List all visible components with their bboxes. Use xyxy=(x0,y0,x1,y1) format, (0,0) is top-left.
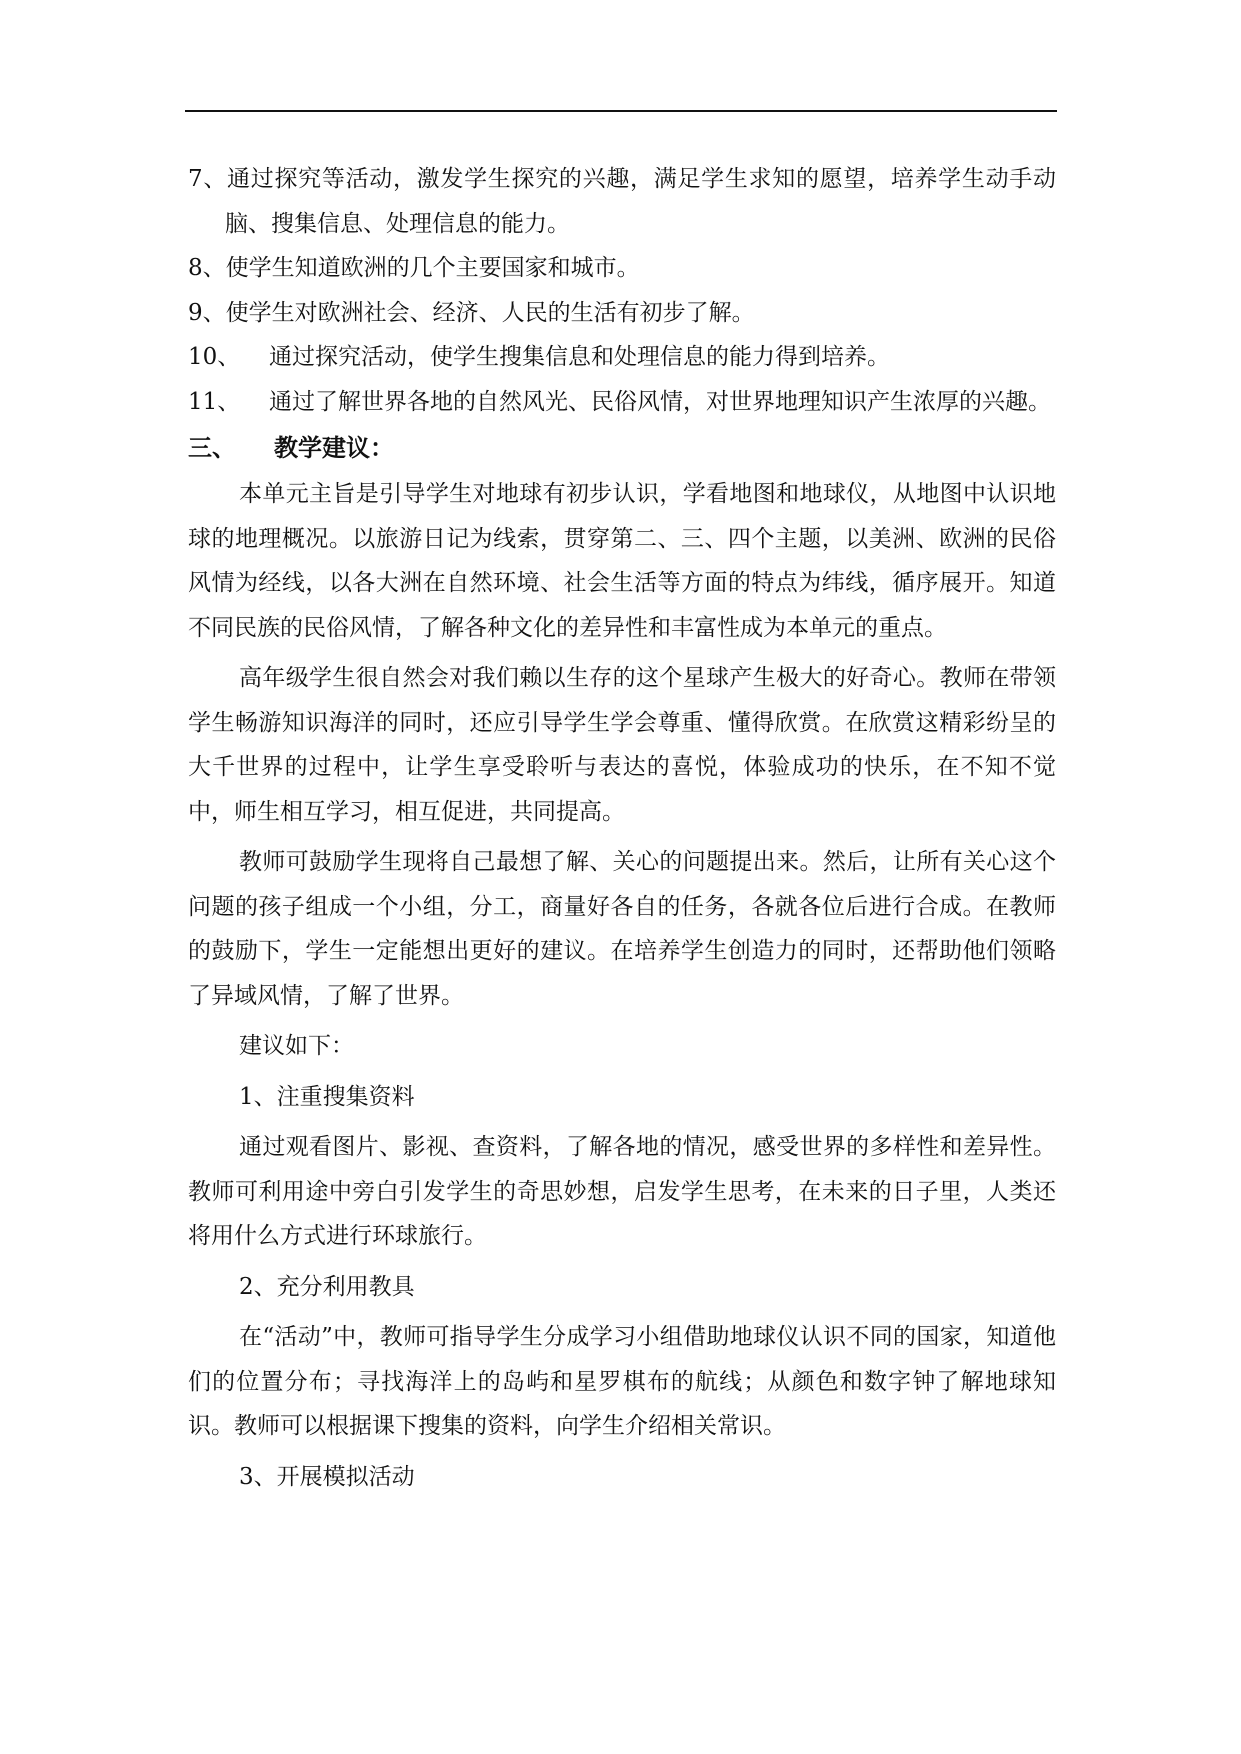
body-paragraph: 教师可鼓励学生现将自己最想了解、关心的问题提出来。然后，让所有关心这个问题的孩子组成一个小组，分工，商量好各自的任务，各就各位后进行合成。在教师的鼓励下，学生一定能想出更好的建议。在培养学生创造力的同时，还帮助他们领略了异域风情，了解了世界。 xyxy=(188,849,1056,1009)
objective-item xyxy=(188,157,1056,246)
objective-item xyxy=(188,335,1056,380)
header-rule xyxy=(185,110,1057,112)
objective-number: 8、 xyxy=(188,255,226,281)
section-number: 三、 xyxy=(188,434,236,462)
objective-item xyxy=(188,380,1056,425)
body-paragraph: 高年级学生很自然会对我们赖以生存的这个星球产生极大的好奇心。教师在带领学生畅游知识海洋的同时，还应引导学生学会尊重、懂得欣赏。在欣赏这精彩纷呈的大千世界的过程中，让学生享受聆听与表达的喜悦，体验成功的快乐，在不知不觉中，师生相互学习，相互促进，共同提高。 xyxy=(188,665,1056,825)
suggestion-title: 3、开展模拟活动 xyxy=(239,1463,415,1490)
suggestion-text: 在“活动”中，教师可指导学生分成学习小组借助地球仪认识不同的国家，知道他们的位置分布；寻找海洋上的岛屿和星罗棋布的航线；从颜色和数字钟了解地球知识。教师可以根据课下搜集的资料，向学生介绍相关常识。 xyxy=(188,1324,1056,1439)
suggestion-title: 2、充分利用教具 xyxy=(239,1273,415,1300)
document-body xyxy=(188,157,1056,1505)
suggestion-title: 1、注重搜集资料 xyxy=(239,1083,415,1110)
objective-number: 9、 xyxy=(188,299,226,326)
objective-text: 使学生对欧洲社会、经济、人民的生活有初步了解。 xyxy=(225,299,755,326)
objective-number: 10、 xyxy=(188,344,241,370)
section-title: 教学建议： xyxy=(274,434,394,462)
objective-text: 通过探究等活动，激发学生探究的兴趣，满足学生求知的愿望，培养学生动手动脑、搜集信息、处理信息的能力。 xyxy=(225,166,1056,237)
objective-item xyxy=(188,246,1056,291)
objective-number: 7、 xyxy=(188,166,228,192)
suggestion-text: 通过观看图片、影视、查资料，了解各地的情况，感受世界的多样性和差异性。教师可利用途中旁白引发学生的奇思妙想，启发学生思考，在未来的日子里，人类还将用什么方式进行环球旅行。 xyxy=(188,1134,1056,1249)
body-paragraph: 本单元主旨是引导学生对地球有初步认识，学看地图和地球仪，从地图中认识地球的地理概况。以旅游日记为线索，贯穿第二、三、四个主题，以美洲、欧洲的民俗风情为经线，以各大洲在自然环境、社会生活等方面的特点为纬线，循序展开。知道不同民族的民俗风情，了解各种文化的差异性和丰富性成为本单元的重点。 xyxy=(188,481,1056,641)
suggestions-intro: 建议如下： xyxy=(239,1033,354,1059)
section-heading xyxy=(188,424,1056,472)
objective-item xyxy=(188,291,1056,336)
objective-text: 通过探究活动，使学生搜集信息和处理信息的能力得到培养。 xyxy=(269,344,890,370)
objective-number: 11、 xyxy=(188,388,241,415)
objective-text: 通过了解世界各地的自然风光、民俗风情，对世界地理知识产生浓厚的兴趣。 xyxy=(269,388,1051,415)
objective-text: 使学生知道欧洲的几个主要国家和城市。 xyxy=(225,255,640,281)
